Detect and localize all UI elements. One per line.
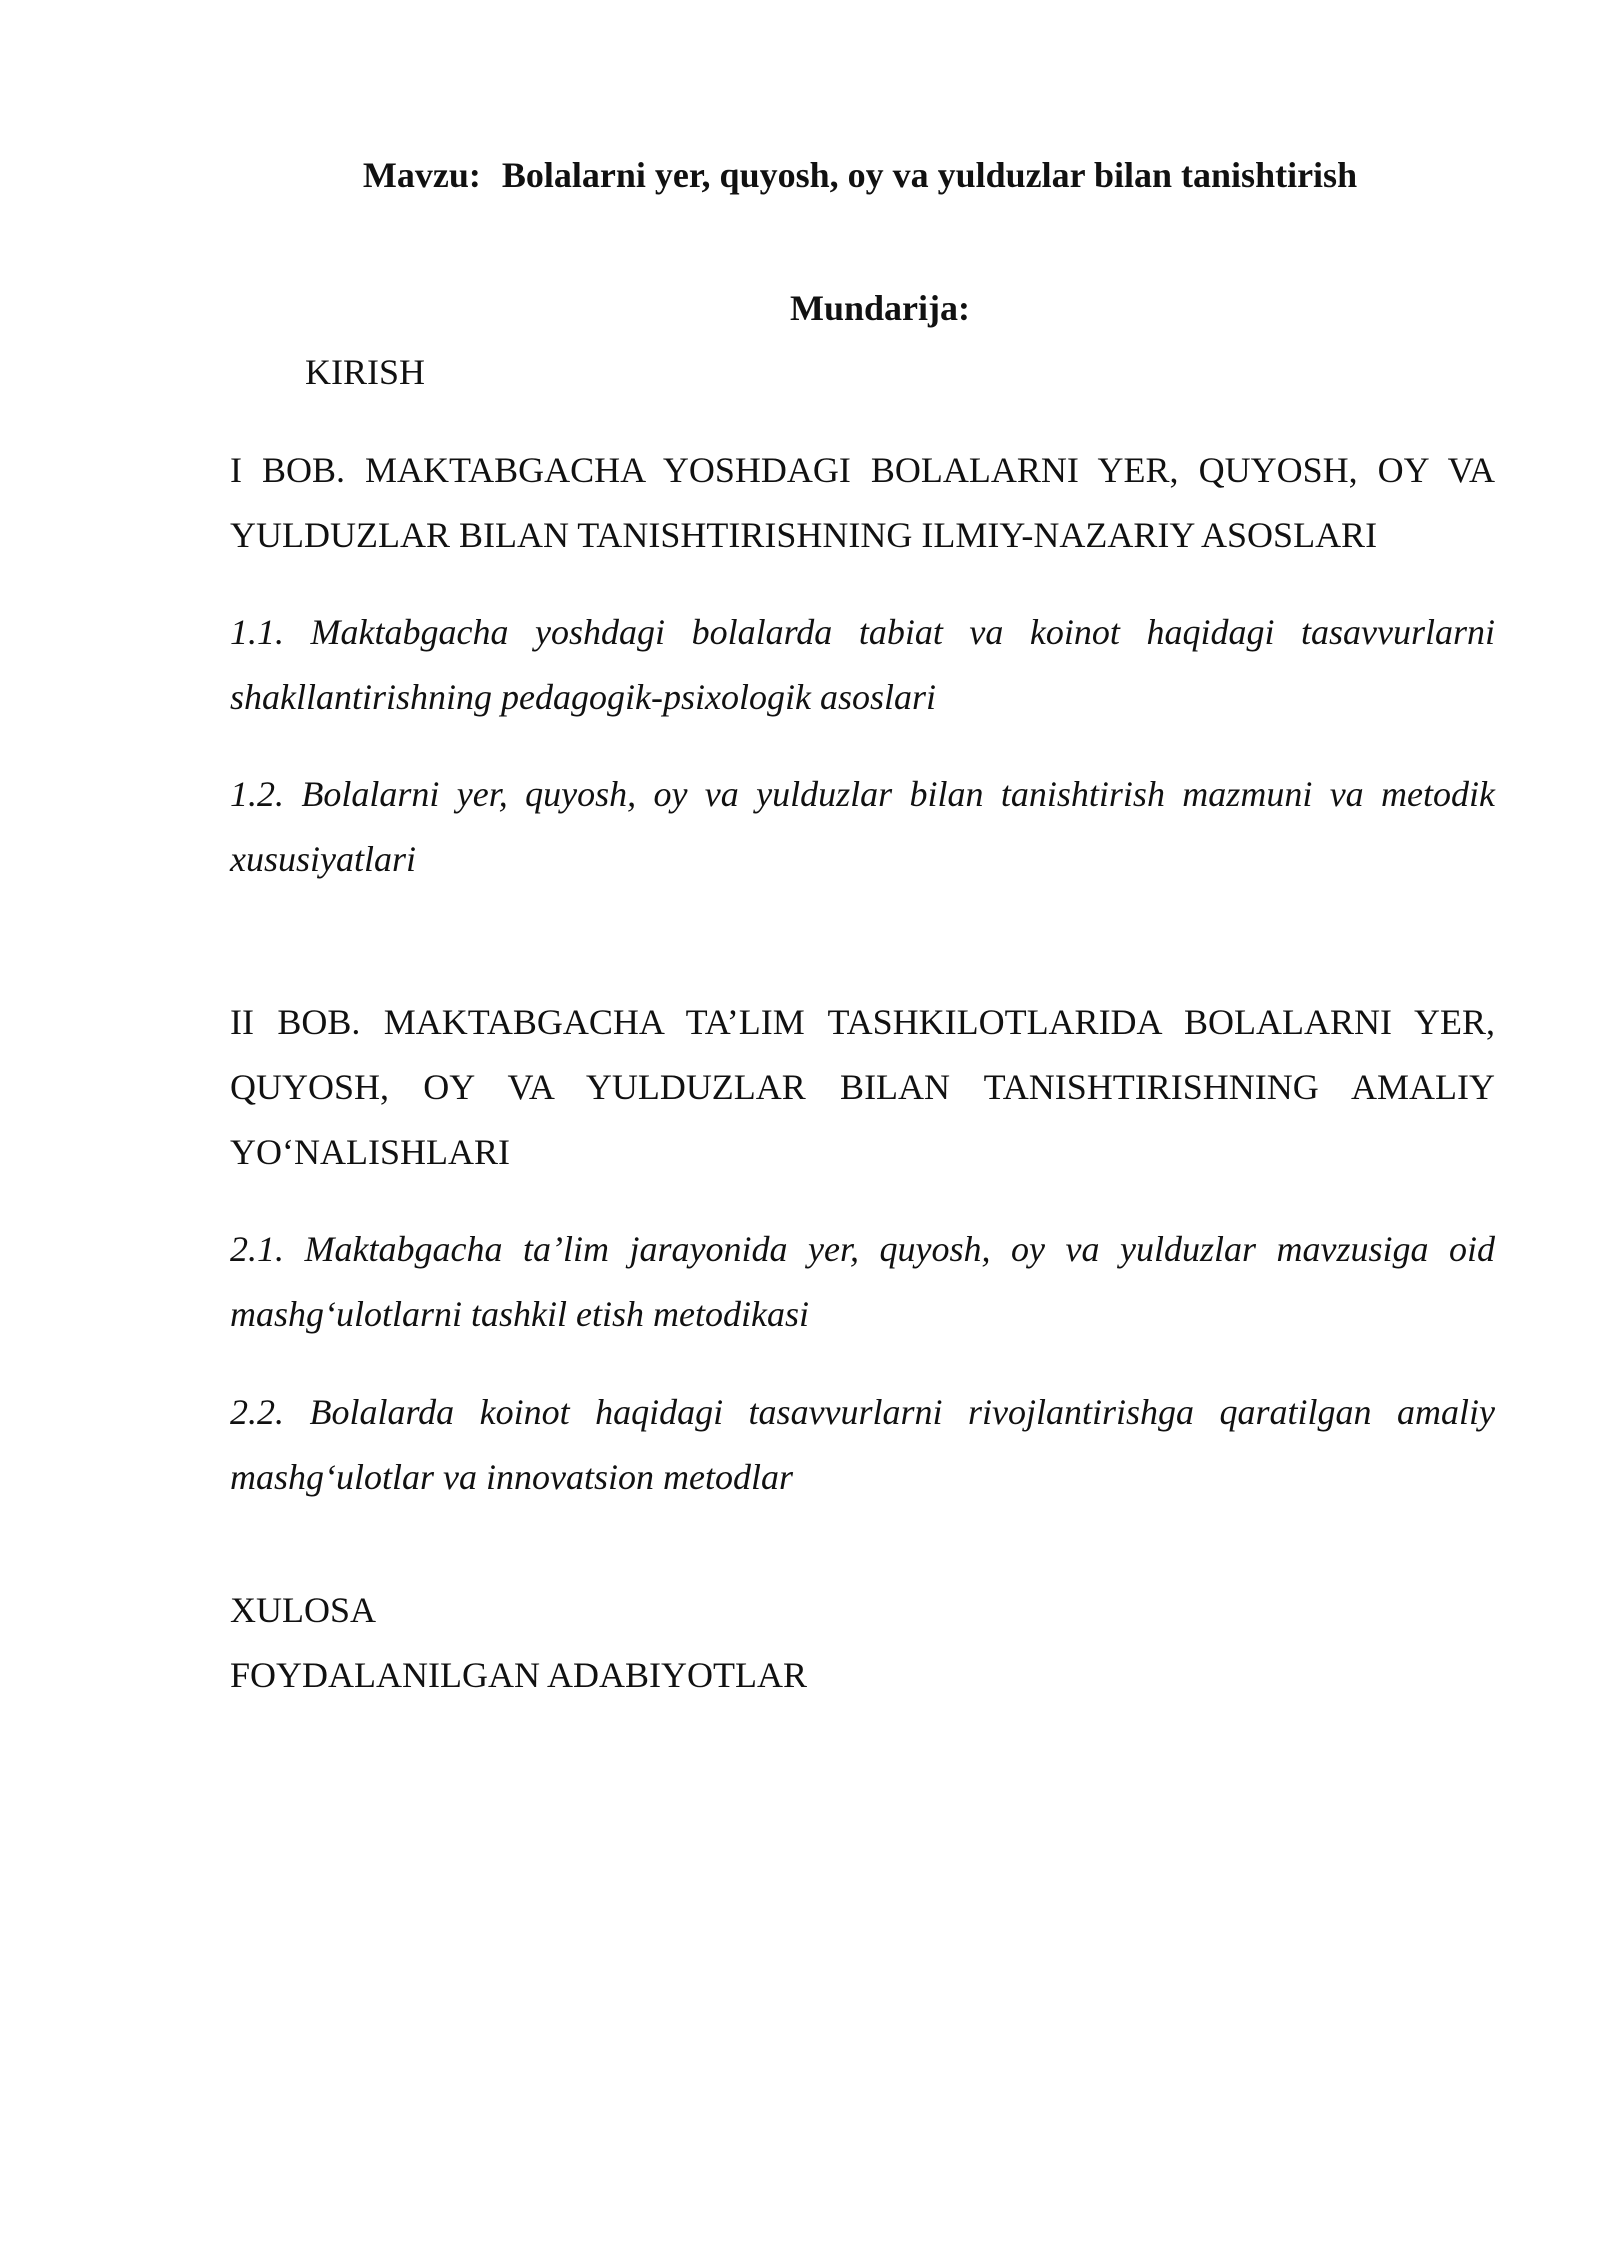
toc-entry-section-2-1: 2.1. Maktabgacha ta’lim jarayonida yer, quyosh, oy va yulduzlar mavzusiga oid mashg‘ulotlarni tashkil etish metodikasi [230, 1229, 1495, 1334]
document-title [0, 150, 1600, 200]
toc-entry-xulosa: XULOSA [230, 1590, 377, 1630]
toc-entry-chapter-2: II BOB. MAKTABGACHA TA’LIM TASHKILOTLARIDA BOLALARNI YER, QUYOSH, OY VA YULDUZLAR BILAN TANISHTIRISHNING AMALIY YO‘NALISHLARI [230, 1002, 1495, 1172]
toc-entry-kirish: KIRISH [305, 352, 426, 392]
title-label: Mavzu: [362, 155, 481, 195]
toc-entry-adabiyotlar: FOYDALANILGAN ADABIYOTLAR [230, 1655, 807, 1695]
title-text: Bolalarni yer, quyosh, oy va yulduzlar bilan tanishtirish [501, 155, 1358, 195]
toc-entry-chapter-1: I BOB. MAKTABGACHA YOSHDAGI BOLALARNI YER, QUYOSH, OY VA YULDUZLAR BILAN TANISHTIRISHNING ILMIY-NAZARIY ASOSLARI [230, 450, 1495, 555]
toc-heading: Mundarija: [790, 288, 970, 328]
toc-entry-section-1-1: 1.1. Maktabgacha yoshdagi bolalarda tabiat va koinot haqidagi tasavvurlarni shakllantirishning pedagogik-psixologik asoslari [230, 612, 1495, 717]
toc-entry-section-1-2: 1.2. Bolalarni yer, quyosh, oy va yulduzlar bilan tanishtirish mazmuni va metodik xususiyatlari [230, 774, 1495, 879]
toc-entry-section-2-2: 2.2. Bolalarda koinot haqidagi tasavvurlarni rivojlantirishga qaratilgan amaliy mashg‘ulotlar va innovatsion metodlar [230, 1392, 1495, 1497]
